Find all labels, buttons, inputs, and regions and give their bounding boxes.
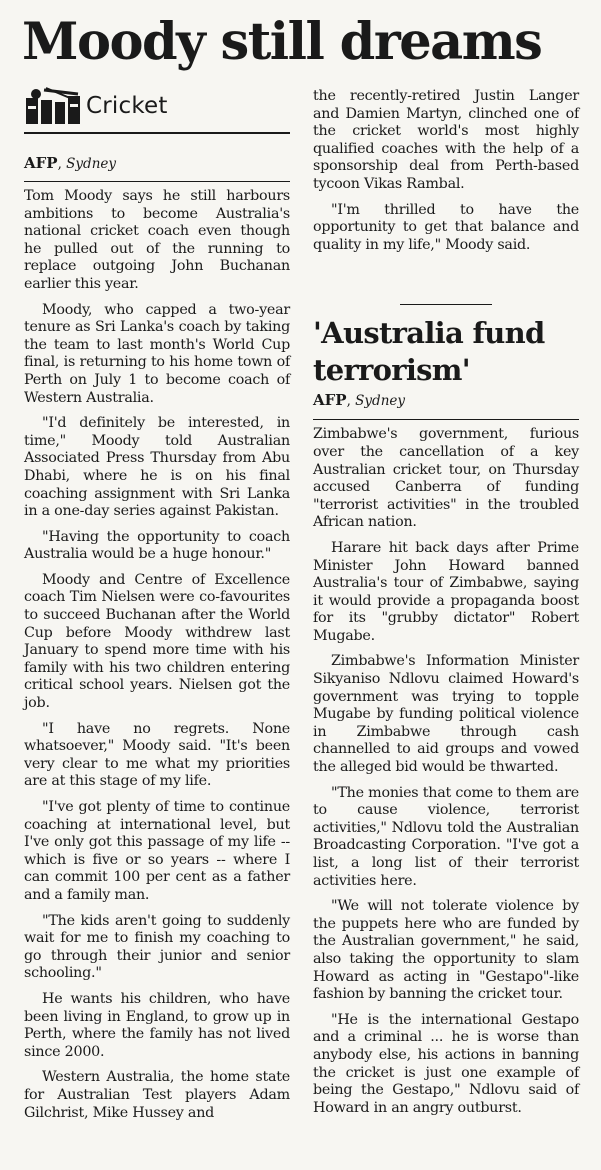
section-name: Cricket: [86, 93, 168, 119]
story-body-right: [313, 88, 579, 254]
byline-rule: [313, 419, 579, 420]
paragraph: "I'd definitely be interested, in time," Moody told Australian Associated Press Thursday from Abu Dhabi, where he is on his final coaching assignment with Sri Lanka in a one-day series against Pakistan.: [24, 415, 290, 520]
story-body-left: [24, 188, 290, 1122]
left-column: [24, 84, 290, 1130]
paragraph: "I've got plenty of time to continue coaching at international level, but I've only got this passage of my life -- which is five or so years -- where I can commit 100 per cent as a father and a family man.: [24, 799, 290, 903]
section-tag: [24, 84, 290, 128]
main-headline: Moody still dreams: [22, 12, 542, 72]
paragraph: Moody, who capped a two-year tenure as Sri Lanka's coach by taking the team to last month's World Cup final, is returning to his home town of Perth on July 1 to become coach of Western Australia.: [24, 301, 290, 406]
paragraph: Harare hit back days after Prime Minister John Howard banned Australia's tour of Zimbabwe, saying it would provide a propaganda boost for its "grubby dictator" Robert Mugabe.: [313, 539, 579, 644]
section-rule: [24, 132, 290, 134]
paragraph: "I have no regrets. None whatsoever," Moody said. "It's been very clear to me what my priorities are at this stage of my life.: [24, 720, 290, 790]
paragraph: "Having the opportunity to coach Australia would be a huge honour.": [24, 528, 290, 563]
byline: AFP, Sydney: [313, 391, 405, 410]
cricket-bat-ball-icon: [24, 86, 82, 126]
paragraph: Western Australia, the home state for Australian Test players Adam Gilchrist, Mike Hussey and: [24, 1069, 290, 1121]
byline: AFP, Sydney: [24, 154, 116, 172]
byline-city: Sydney: [66, 156, 116, 172]
paragraph: the recently-retired Justin Langer and Damien Martyn, clinched one of the cricket world's most highly qualified coaches with the help of a sponsorship deal from Perth-based tycoon Vikas Rambal.: [313, 88, 579, 192]
second-headline: 'Australia fund terrorism': [313, 316, 545, 388]
paragraph: "I'm thrilled to have the opportunity to get that balance and quality in my life," Moody said.: [313, 201, 579, 253]
paragraph: "He is the international Gestapo and a criminal ... he is worse than anybody else, his actions in banning the cricket is just one example of being the Gestapo," Ndlovu said of Howard in an angry outburst.: [313, 1011, 579, 1116]
byline-city: Sydney: [355, 393, 405, 410]
story-separator: [400, 304, 492, 305]
paragraph: Tom Moody says he still harbours ambitions to become Australia's national cricket coach even though he pulled out of the running to replace outgoing John Buchanan earlier this year.: [24, 188, 290, 292]
paragraph: Zimbabwe's government, furious over the cancellation of a key Australian cricket tour, on Thursday accused Canberra of funding "terrorist activities" in the troubled African nation.: [313, 426, 579, 531]
paragraph: "The kids aren't going to suddenly wait for me to finish my coaching to go through their junior and senior schooling.": [24, 912, 290, 982]
paragraph: He wants his children, who have been living in England, to grow up in Perth, where the family has not lived since 2000.: [24, 990, 290, 1060]
byline-agency: AFP: [24, 154, 58, 172]
byline-rule: [24, 181, 290, 182]
story-body-second: [313, 426, 579, 1117]
paragraph: "The monies that come to them are to cause violence, terrorist activities," Ndlovu told the Australian Broadcasting Corporation. "I've got a list, a long list of their terrorist activities here.: [313, 784, 579, 889]
right-column: [313, 88, 579, 1125]
byline-agency: AFP: [313, 391, 347, 410]
paragraph: Zimbabwe's Information Minister Sikyaniso Ndlovu claimed Howard's government was trying to topple Mugabe by funding political violence in Zimbabwe through cash channelled to aid groups and vowed the alleged bid would be thwarted.: [313, 653, 579, 776]
paragraph: "We will not tolerate violence by the puppets here who are funded by the Australian government," he said, also taking the opportunity to slam Howard as acting in "Gestapo"-like fashion by banning the cricket tour.: [313, 898, 579, 1003]
paragraph: Moody and Centre of Excellence coach Tim Nielsen were co-favourites to succeed Buchanan after the World Cup before Moody withdrew last January to spend more time with his family with his two children entering critical school years. Nielsen got the job.: [24, 571, 290, 712]
